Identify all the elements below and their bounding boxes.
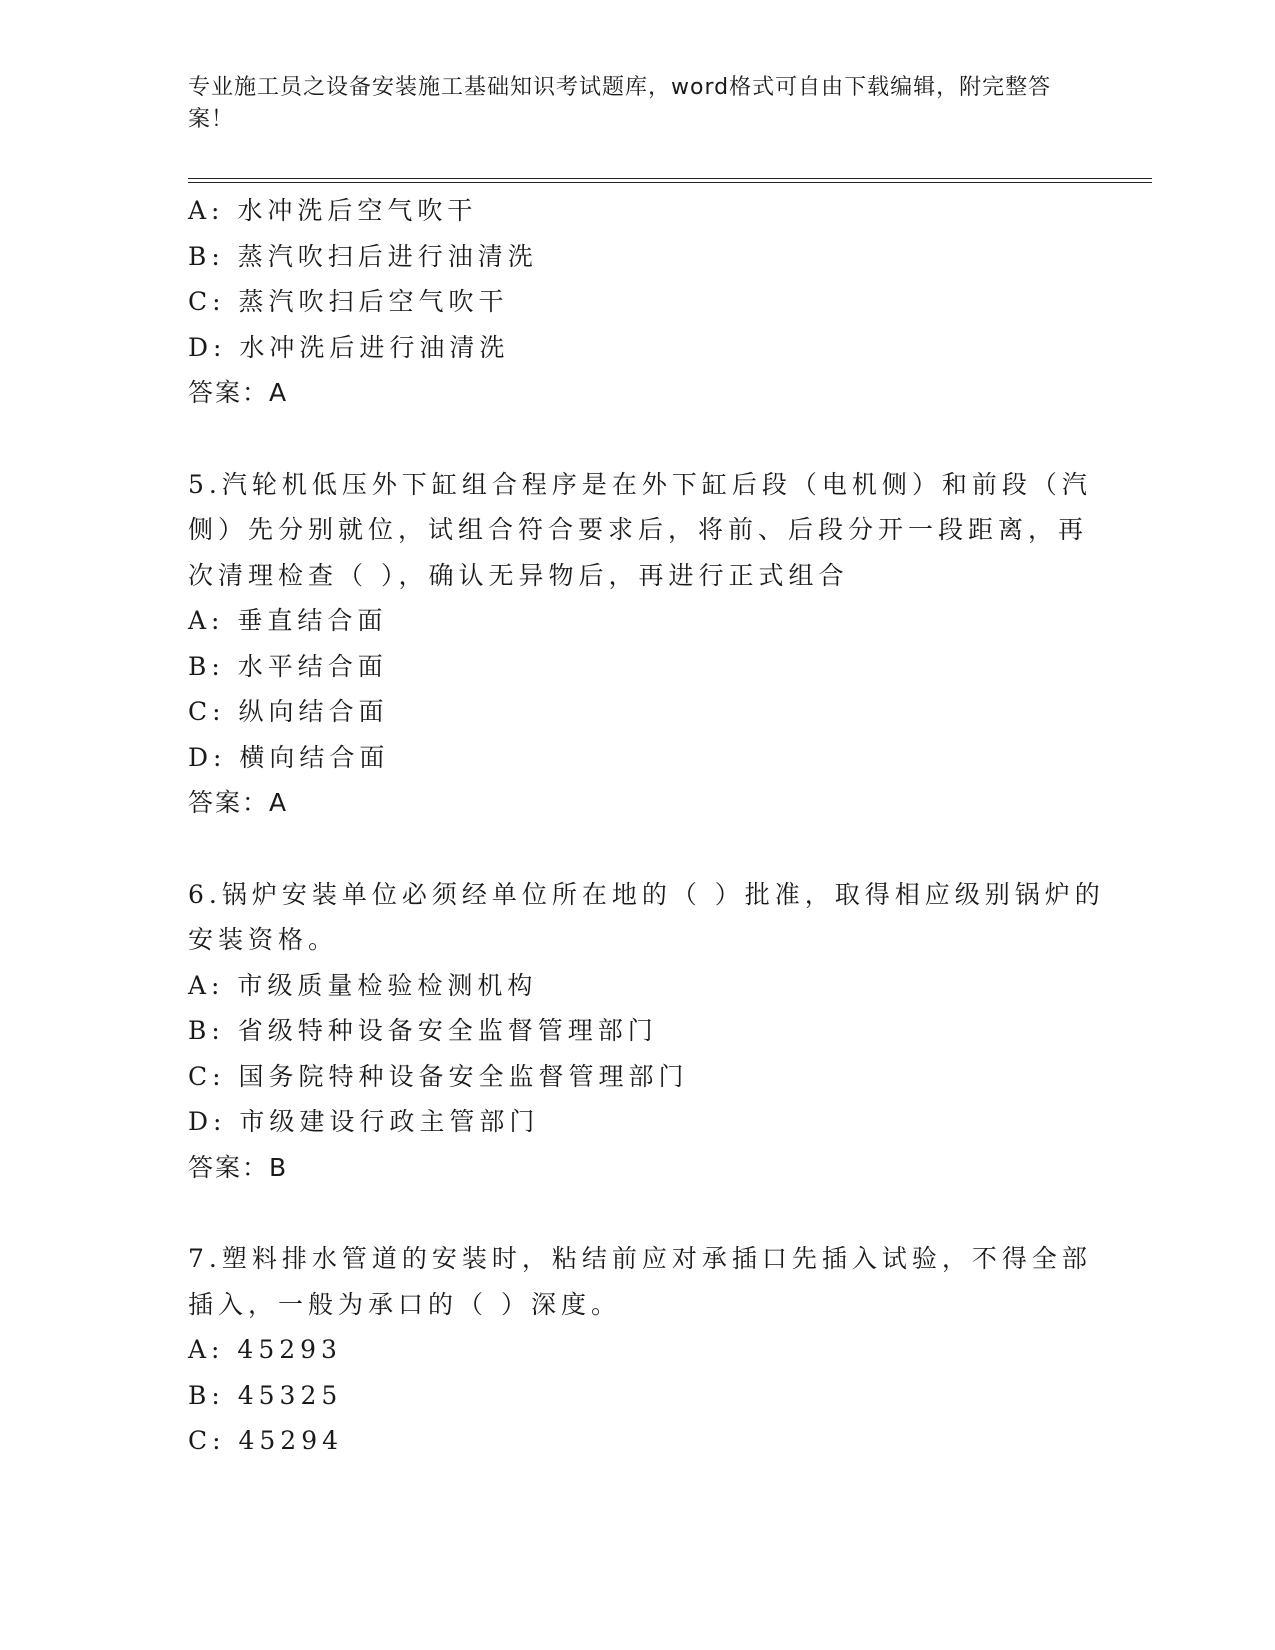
option-c: C: 蒸汽吹扫后空气吹干 (188, 287, 509, 316)
answer-line: 答案：A (188, 378, 289, 407)
option-c: C: 45294 (188, 1426, 344, 1455)
option-b: B: 省级特种设备安全监督管理部门 (188, 1016, 658, 1045)
option-b: B: 45325 (188, 1380, 343, 1410)
question-text-line: 7.塑料排水管道的安装时，粘结前应对承插口先插入试验，不得全部 (188, 1244, 1092, 1273)
document-header: 专业施工员之设备安装施工基础知识考试题库，word格式可自由下载编辑，附完整答案！ (188, 75, 1052, 132)
option-a: A: 水冲洗后空气吹干 (188, 196, 478, 225)
question-text-line: 5.汽轮机低压外下缸组合程序是在外下缸后段（电机侧）和前段（汽 (188, 469, 1092, 499)
question-content (188, 188, 1105, 1464)
option-a: A: 垂直结合面 (188, 606, 388, 635)
answer-line: 答案：A (188, 788, 289, 817)
question-text-line: 次清理检查（ ），确认无异物后，再进行正式组合 (188, 560, 849, 590)
question-6-block (188, 872, 1105, 1191)
option-c: C: 国务院特种设备安全监督管理部门 (188, 1061, 689, 1091)
question-text-line: 侧）先分别就位，试组合符合要求后，将前、后段分开一段距离，再 (188, 515, 1089, 544)
option-a: A: 市级质量检验检测机构 (188, 970, 538, 1000)
question-7-block (188, 1236, 1092, 1464)
option-d: D: 横向结合面 (188, 742, 390, 772)
option-b: B: 蒸汽吹扫后进行油清洗 (188, 241, 538, 271)
answer-line: 答案：B (188, 1152, 289, 1182)
option-a: A: 45293 (188, 1335, 342, 1364)
prev-question-block (188, 188, 1068, 416)
header-divider (188, 178, 1152, 183)
option-c: C: 纵向结合面 (188, 697, 389, 726)
question-text-line: 安装资格。 (188, 925, 339, 954)
question-text-line: 6.锅炉安装单位必须经单位所在地的（ ）批准，取得相应级别锅炉的 (188, 879, 1105, 909)
option-d: D: 市级建设行政主管部门 (188, 1107, 540, 1136)
question-text-line: 插入，一般为承口的（ ）深度。 (188, 1289, 621, 1319)
question-5-block (188, 462, 1092, 826)
option-d: D: 水冲洗后进行油清洗 (188, 332, 510, 362)
option-b: B: 水平结合面 (188, 651, 388, 681)
